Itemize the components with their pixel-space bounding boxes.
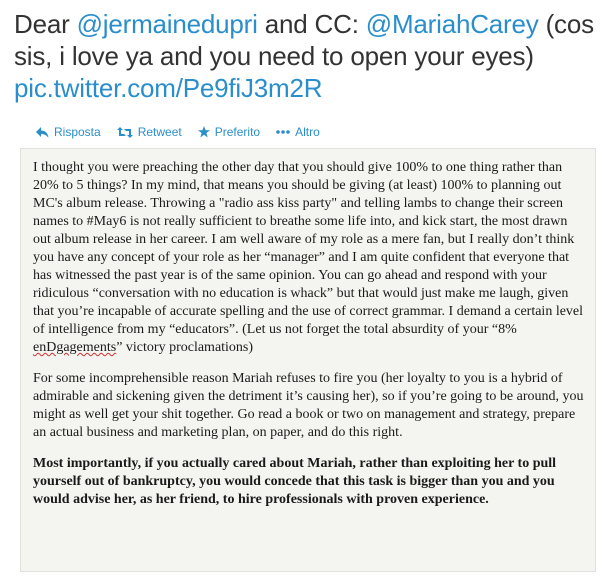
tweet-greeting: Dear xyxy=(14,9,77,39)
letter-paragraph-2: For some incomprehensible reason Mariah refuses to fire you (her loyalty to you is a hybrid of admirable and sickening given the detriment it’s causing her), so if you’re going to be around, you might as well get your shit together. Go read a book or two on management and strategy, prepare an actual business and marketing plan, on paper, and do this right. xyxy=(33,371,584,440)
pic-link[interactable]: pic.twitter.com/Pe9fiJ3m2R xyxy=(14,73,323,103)
letter-text xyxy=(33,159,585,522)
misspelled-word: enDgagements xyxy=(33,340,117,355)
favorite-button[interactable] xyxy=(198,125,260,139)
reply-label: Risposta xyxy=(54,125,101,139)
letter-paragraph-1-end: ” victory proclamations) xyxy=(116,340,254,355)
letter-paragraph-1 xyxy=(33,159,585,357)
more-label: Altro xyxy=(295,125,320,139)
letter-paragraph-1-text: I thought you were preaching the other day that you should give 100% to one thing rather than 20% to 5 things? In my mind, that means you should be giving (at least) 100% to planning out MC's album release. Throwing a "radio ass kiss party" and telling lambs to change their screen names to #May6 is not really sufficient to breathe some life into, and kick start, the most drawn out album release in her career. I am well aware of my role as a mere fan, but I really don’t think you have any concept of your role as her “manager” and I am quite confident that everyone that has witnessed the past year is of the same opinion. You can go ahead and respond with your ridiculous “conversation with no education is whack” but that would just make me laugh, given that you’re incapable of accurate spelling and the use of correct grammar. I demand a certain level of intelligence from my “educators”. (Let us not forget the total absurdity of your “8% xyxy=(33,160,584,337)
mention-mariahcarey-link[interactable]: @MariahCarey xyxy=(365,9,539,39)
retweet-icon xyxy=(117,127,133,138)
reply-button[interactable] xyxy=(36,125,101,139)
attached-photo[interactable] xyxy=(20,148,596,572)
more-icon xyxy=(276,130,290,134)
tweet-text xyxy=(14,8,598,104)
tweet-cc: and CC: xyxy=(257,9,366,39)
favorite-label: Preferito xyxy=(214,125,261,139)
tweet-actions xyxy=(36,125,320,139)
star-icon xyxy=(198,126,210,138)
mention-jermainedupri-link[interactable]: @jermainedupri xyxy=(76,9,258,39)
reply-icon xyxy=(36,127,49,138)
retweet-label: Retweet xyxy=(137,125,182,139)
retweet-button[interactable] xyxy=(117,125,182,139)
letter-paragraph-3: Most importantly, if you actually cared about Mariah, rather than exploiting her to pull yourself out of bankruptcy, you would concede that this task is bigger than you and you would advise her, as her friend, to hire professionals with proven experience. xyxy=(33,456,557,507)
tweet-body: (cos sis, i love ya and you need to open your eyes) xyxy=(14,9,594,71)
more-button[interactable] xyxy=(276,125,320,139)
